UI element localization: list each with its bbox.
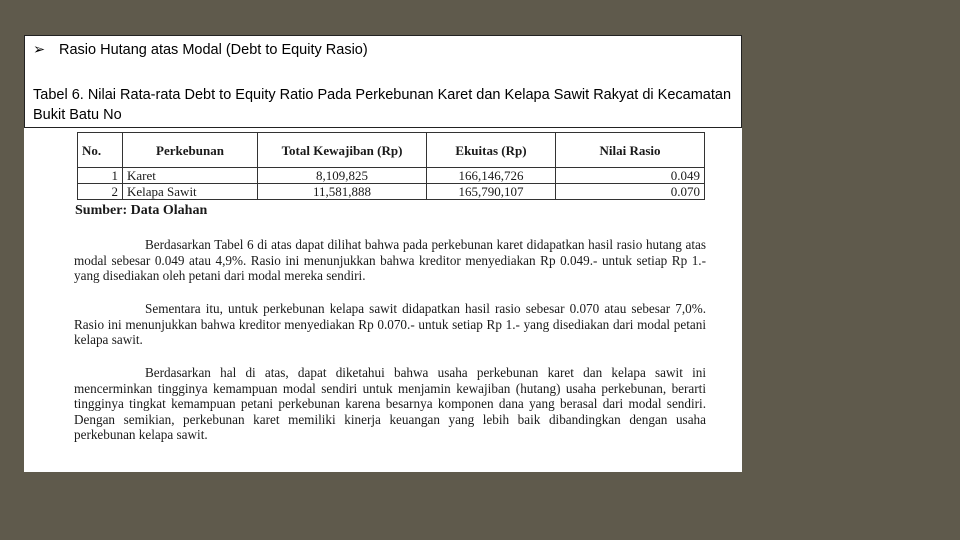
- table-source-note: Sumber: Data Olahan: [75, 203, 208, 218]
- arrow-bullet-icon: ➢: [33, 42, 46, 58]
- paragraph-karet: Berdasarkan Tabel 6 di atas dapat dilihat bahwa pada perkebunan karet didapatkan hasil rasio hutang atas modal sebesar 0.049 atau 4,9%. Rasio ini menunjukkan bahwa kreditor menyediakan Rp 0.049.- untuk setiap Rp 1.- yang disediakan oleh petani dari modal mereka sendiri.: [74, 237, 706, 283]
- slide-content-panel: [24, 35, 742, 472]
- table-caption: Tabel 6. Nilai Rata-rata Debt to Equity Ratio Pada Perkebunan Karet dan Kelapa Sawit Rakyat di Kecamatan Bukit Batu No: [33, 87, 732, 123]
- cell-rasio: 0.049: [556, 168, 705, 184]
- paragraph-kesimpulan: Berdasarkan hal di atas, dapat diketahui bahwa usaha perkebunan karet dan kelapa sawit ini mencerminkan tingginya kemampuan modal sendiri untuk menjamin kewajiban (hutang) usaha perkebunan, berarti tingginya tingkat kemampuan petani perkebunan karena besarnya komponen dana yang berasal dari modal sendiri. Dengan semikian, perkebunan karet memiliki kinerja keuangan yang lebih baik dibandingkan dengan usaha perkebunan kelapa sawit.: [74, 365, 706, 442]
- slide-header-box: [24, 35, 742, 128]
- bullet-heading: [33, 42, 368, 58]
- header-ekuitas: Ekuitas (Rp): [427, 133, 556, 168]
- cell-kewajiban: 11,581,888: [258, 184, 427, 200]
- cell-kewajiban: 8,109,825: [258, 168, 427, 184]
- bullet-heading-text: Rasio Hutang atas Modal (Debt to Equity Rasio): [59, 42, 368, 58]
- debt-to-equity-table: [77, 132, 705, 200]
- cell-ekuitas: 165,790,107: [427, 184, 556, 200]
- cell-ekuitas: 166,146,726: [427, 168, 556, 184]
- cell-perkebunan: Kelapa Sawit: [123, 184, 258, 200]
- table-header-row: [78, 133, 705, 168]
- paragraph-kelapa-sawit: Sementara itu, untuk perkebunan kelapa sawit didapatkan hasil rasio sebesar 0.070 atau sebesar 7,0%. Rasio ini menunjukkan bahwa kreditor menyediakan Rp 0.070.- untuk setiap Rp 1.- yang disediakan dari modal petani kelapa sawit.: [74, 301, 706, 347]
- cell-perkebunan: Karet: [123, 168, 258, 184]
- header-no: No.: [78, 133, 123, 168]
- cell-no: 1: [78, 168, 123, 184]
- table-row: [78, 184, 705, 200]
- table-row: [78, 168, 705, 184]
- header-perkebunan: Perkebunan: [123, 133, 258, 168]
- cell-no: 2: [78, 184, 123, 200]
- header-nilai-rasio: Nilai Rasio: [556, 133, 705, 168]
- header-total-kewajiban: Total Kewajiban (Rp): [258, 133, 427, 168]
- cell-rasio: 0.070: [556, 184, 705, 200]
